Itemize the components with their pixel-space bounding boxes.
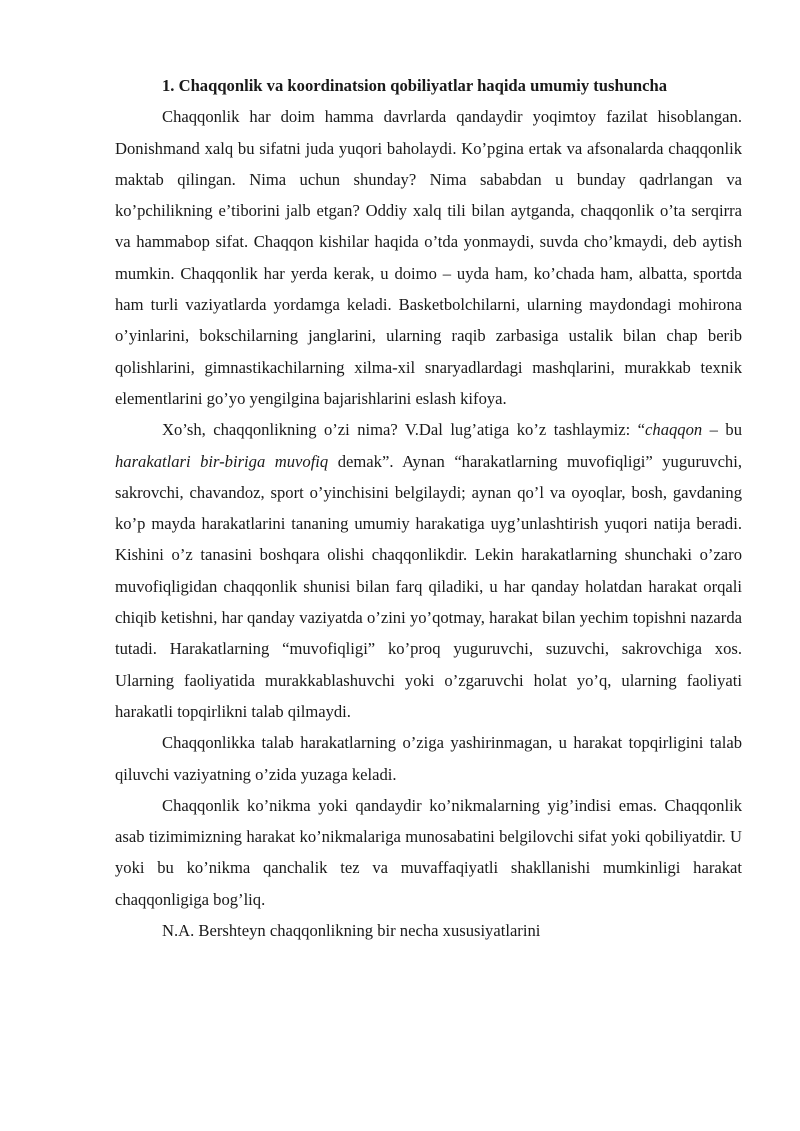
italic-term-chaqqon: chaqqon	[645, 420, 703, 440]
paragraph-2	[115, 414, 742, 727]
italic-definition: harakatlari bir-biriga muvofiq	[115, 451, 329, 471]
paragraph-4: Chaqqonlik ko’nikma yoki qandaydir ko’nikmalarning yig’indisi emas. Chaqqonlik asab tizimimizning harakat ko’nikmalariga munosabatini belgilovchi sifat yoki qobiliyatdir. U yoki bu ko’nikma qanchalik tez va muvaffaqiyatli shakllanishi mumkinligi harakat chaqqonligiga bog’liq.	[115, 795, 742, 909]
section-heading: 1. Chaqqonlik va koordinatsion qobiliyatlar haqida umumiy tushuncha	[162, 76, 668, 95]
document-page	[115, 70, 742, 946]
paragraph-2-text-a: Xo’sh, chaqqonlikning o’zi nima? V.Dal lug’atiga ko’z tashlaymiz: “	[162, 420, 646, 440]
paragraph-2-text-e: demak”. Aynan “harakatlarning muvofiqligi” yuguruvchi, sakrovchi, chavandoz, sport o’yinchisini belgilaydi; aynan qo’l va oyoqlar, bosh, gavdaning ko’p mayda harakatlarini tananing umumiy harakatiga uyg’unlashtirish yuqori natija beradi. Kishini o’z tanasini boshqara olishi chaqqonlikdir. Lekin harakatlarning shunchaki o’zaro muvofiqligidan chaqqonlik shunisi bilan farq qiladiki, u har qanday holatdan harakat orqali chiqib ketishni, har qanday vaziyatda o’zini yo’qotmay, harakat bilan yechim topishni nazarda tutadi. Harakatlarning “muvofiqligi” ko’proq yuguruvchi, suzuvchi, sakrovchiga xos. Ularning faoliyatida murakkablashuvchi yoki o’zgaruvchi holat yo’q, ularning faoliyati harakatli topqirlikni talab qilmaydi.	[115, 451, 742, 721]
paragraph-1: Chaqqonlik har doim hamma davrlarda qandaydir yoqimtoy fazilat hisoblangan. Donishmand xalq bu sifatni juda yuqori baholaydi. Ko’pgina ertak va afsonalarda chaqqonlik maktab qilingan. Nima uchun shunday? Nima sababdan u bunday qadrlangan va ko’pchilikning e’tiborini jalb etgan? Oddiy xalq tili bilan aytganda, chaqqonlik o’ta serqirra va hammabop sifat. Chaqqon kishilar haqida o’tda yonmaydi, suvda cho’kmaydi, deb aytish mumkin. Chaqqonlik har yerda kerak, u doimo – uyda ham, ko’chada ham, albatta, sportda ham turli vaziyatlarda yordamga keladi. Basketbolchilarni, ularning maydondagi mohirona o’yinlarini, bokschilarning janglarini, ularning raqib zarbasiga ustalik bilan chap berib qolishlarini, gimnastikachilarning xilma-xil snaryadlardagi mashqlarini, murakkab texnik elementlarini go’yo yengilgina bajarishlarini eslash kifoya.	[115, 107, 742, 408]
paragraph-2-text-c: – bu	[702, 420, 742, 440]
paragraph-3: Chaqqonlikka talab harakatlarning o’ziga yashirinmagan, u harakat topqirligini talab qiluvchi vaziyatning o’zida yuzaga keladi.	[115, 733, 742, 784]
paragraph-5: N.A. Bershteyn chaqqonlikning bir necha xususiyatlarini	[162, 921, 541, 941]
